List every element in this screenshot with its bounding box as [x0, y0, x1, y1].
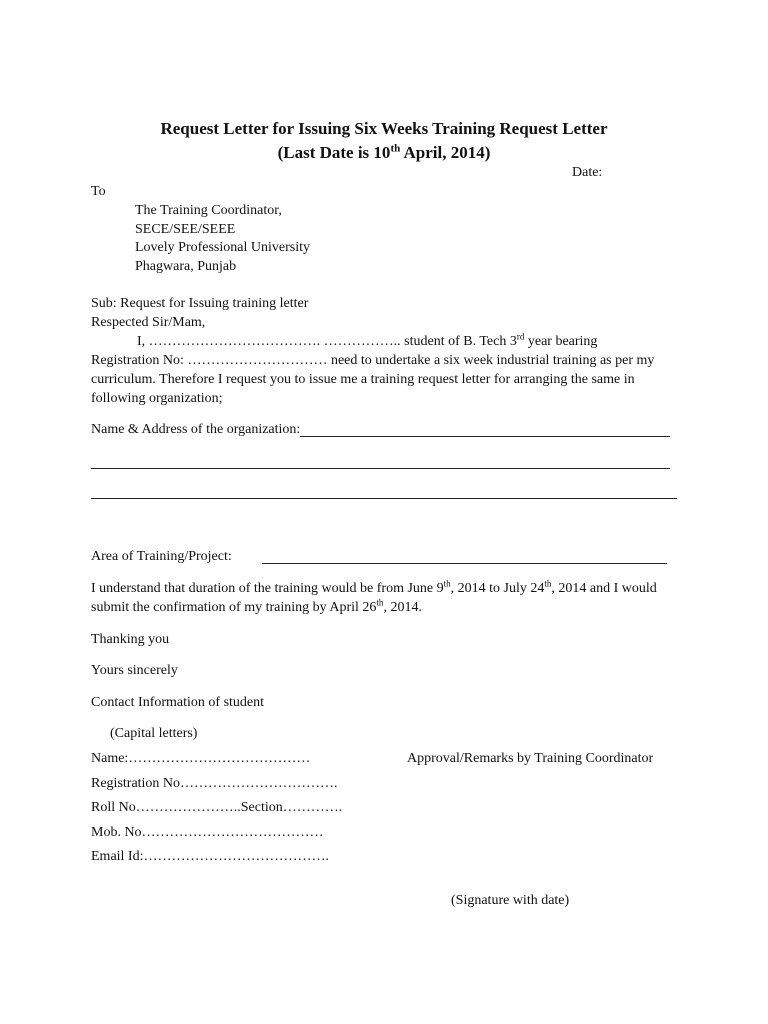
body-line-1: I, ………………………………. …………….. student of B. Tech 3rd year bearing — [137, 331, 598, 349]
yours-sincerely: Yours sincerely — [91, 663, 178, 678]
title-line-2: (Last Date is 10th April, 2014) — [277, 142, 491, 162]
body-line-3: curriculum. Therefore I request you to issue me a training request letter for arranging the same in — [91, 372, 635, 387]
registration-field: Registration No……………………………. — [91, 776, 338, 791]
date-label: Date: — [572, 165, 603, 180]
organization-underline-1 — [300, 436, 670, 437]
area-of-training-label: Area of Training/Project: — [91, 549, 232, 564]
address-line-2: SECE/SEE/SEEE — [135, 222, 236, 237]
name-field: Name:………………………………… — [91, 751, 311, 766]
email-field: Email Id:…………………………………. — [91, 849, 329, 864]
duration-line-2: submit the confirmation of my training by April 26th, 2014. — [91, 597, 422, 615]
to-label: To — [91, 184, 106, 199]
area-of-training-underline — [262, 563, 667, 564]
signature-label: (Signature with date) — [451, 893, 570, 908]
body-line-2: Registration No: ………………………… need to undertake a six week industrial training as per my — [91, 353, 655, 368]
title-line-1: Request Letter for Issuing Six Weeks Training Request Letter — [160, 119, 608, 138]
organization-underline-3 — [91, 498, 677, 499]
organization-underline-2 — [91, 468, 670, 469]
duration-line-1: I understand that duration of the training would be from June 9th, 2014 to July 24th, 2014 and I would — [91, 578, 657, 596]
subject-line: Sub: Request for Issuing training letter — [91, 296, 309, 311]
capital-letters-note: (Capital letters) — [110, 726, 198, 741]
contact-heading: Contact Information of student — [91, 695, 265, 710]
mobile-field: Mob. No………………………………… — [91, 825, 324, 840]
body-line-4: following organization; — [91, 391, 223, 406]
address-line-3: Lovely Professional University — [135, 240, 310, 255]
salutation: Respected Sir/Mam, — [91, 315, 206, 330]
address-line-1: The Training Coordinator, — [135, 203, 282, 218]
address-line-4: Phagwara, Punjab — [135, 259, 237, 274]
roll-section-field: Roll No…………………..Section…………. — [91, 800, 343, 815]
approval-remarks-label: Approval/Remarks by Training Coordinator — [407, 751, 654, 766]
thanking-you: Thanking you — [91, 632, 170, 647]
organization-label: Name & Address of the organization: — [91, 422, 301, 437]
